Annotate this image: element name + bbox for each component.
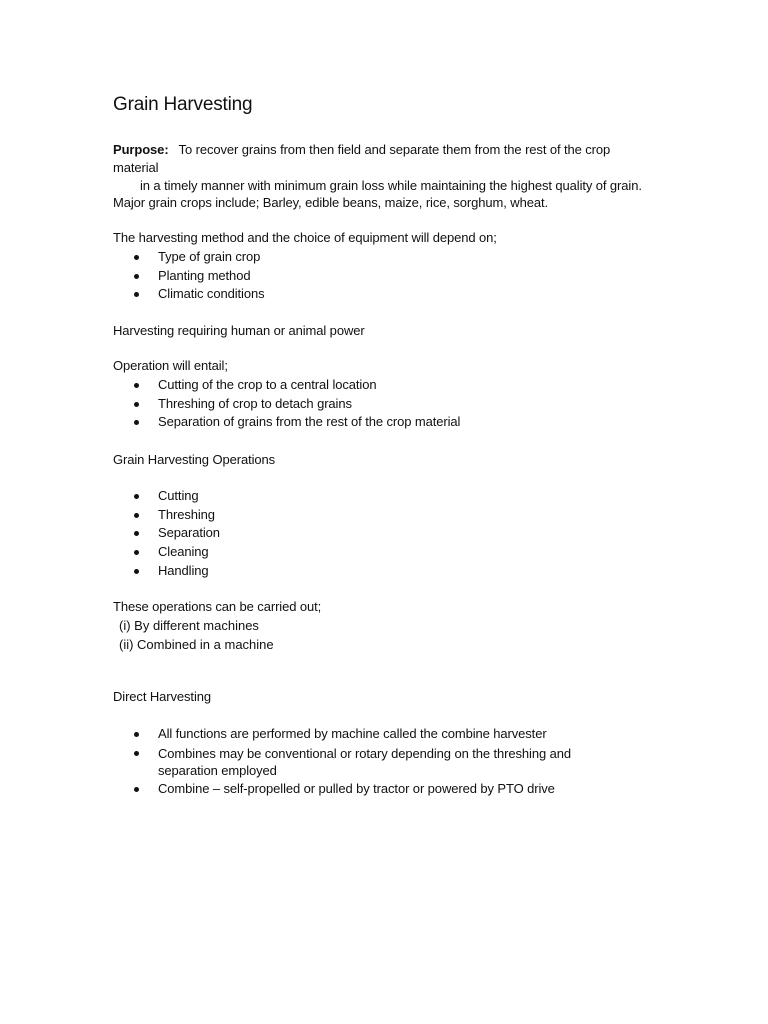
bullet-icon (134, 420, 139, 425)
operations-list (113, 487, 628, 581)
purpose-text-2: in a timely manner with minimum grain loss while maintaining the highest quality of grain. (140, 178, 642, 193)
bullet-icon (134, 402, 139, 407)
bullet-icon (134, 292, 139, 297)
list-item: Combines may be conventional or rotary depending on the threshing and separation employed (113, 744, 628, 780)
bullet-icon (134, 531, 139, 536)
method-factors-list (113, 248, 628, 304)
operation-steps-list (113, 376, 628, 432)
bullet-icon (134, 732, 139, 737)
list-item: Combine – self-propelled or pulled by tractor or powered by PTO drive (113, 780, 628, 799)
bullet-icon (134, 383, 139, 388)
method-intro-paragraph: The harvesting method and the choice of equipment will depend on; (113, 230, 497, 245)
purpose-paragraph (113, 141, 653, 195)
bullet-icon (134, 787, 139, 792)
list-item: Climatic conditions (113, 285, 628, 304)
list-item: Threshing (113, 506, 628, 525)
list-item: Cutting of the crop to a central location (113, 376, 628, 395)
list-item: Cleaning (113, 543, 628, 562)
carried-out-option-1: (i) By different machines (119, 618, 259, 633)
bullet-icon (134, 255, 139, 260)
page-title: Grain Harvesting (113, 94, 253, 115)
list-item: Planting method (113, 267, 628, 286)
bullet-icon (134, 751, 139, 756)
direct-harvesting-heading: Direct Harvesting (113, 689, 211, 704)
purpose-label: Purpose: (113, 142, 169, 157)
list-item: Handling (113, 562, 628, 581)
bullet-icon (134, 494, 139, 499)
list-item: All functions are performed by machine called the combine harvester (113, 725, 628, 744)
list-item: Separation of grains from the rest of the crop material (113, 413, 628, 432)
purpose-text-1: To recover grains from then field and separate them from the rest of the crop material (113, 142, 611, 175)
list-item: Type of grain crop (113, 248, 628, 267)
list-item: Threshing of crop to detach grains (113, 395, 628, 414)
bullet-icon (134, 569, 139, 574)
bullet-icon (134, 274, 139, 279)
carried-out-option-2: (ii) Combined in a machine (119, 637, 274, 652)
list-item: Cutting (113, 487, 628, 506)
carried-out-intro-paragraph: These operations can be carried out; (113, 599, 322, 614)
direct-points-list (113, 725, 628, 798)
operations-heading: Grain Harvesting Operations (113, 452, 276, 467)
bullet-icon (134, 513, 139, 518)
human-power-paragraph: Harvesting requiring human or animal power (113, 323, 365, 338)
bullet-icon (134, 550, 139, 555)
purpose-line-1 (113, 141, 653, 177)
major-crops-paragraph: Major grain crops include; Barley, edible beans, maize, rice, sorghum, wheat. (113, 195, 548, 210)
list-item: Separation (113, 524, 628, 543)
operation-intro-paragraph: Operation will entail; (113, 358, 228, 373)
